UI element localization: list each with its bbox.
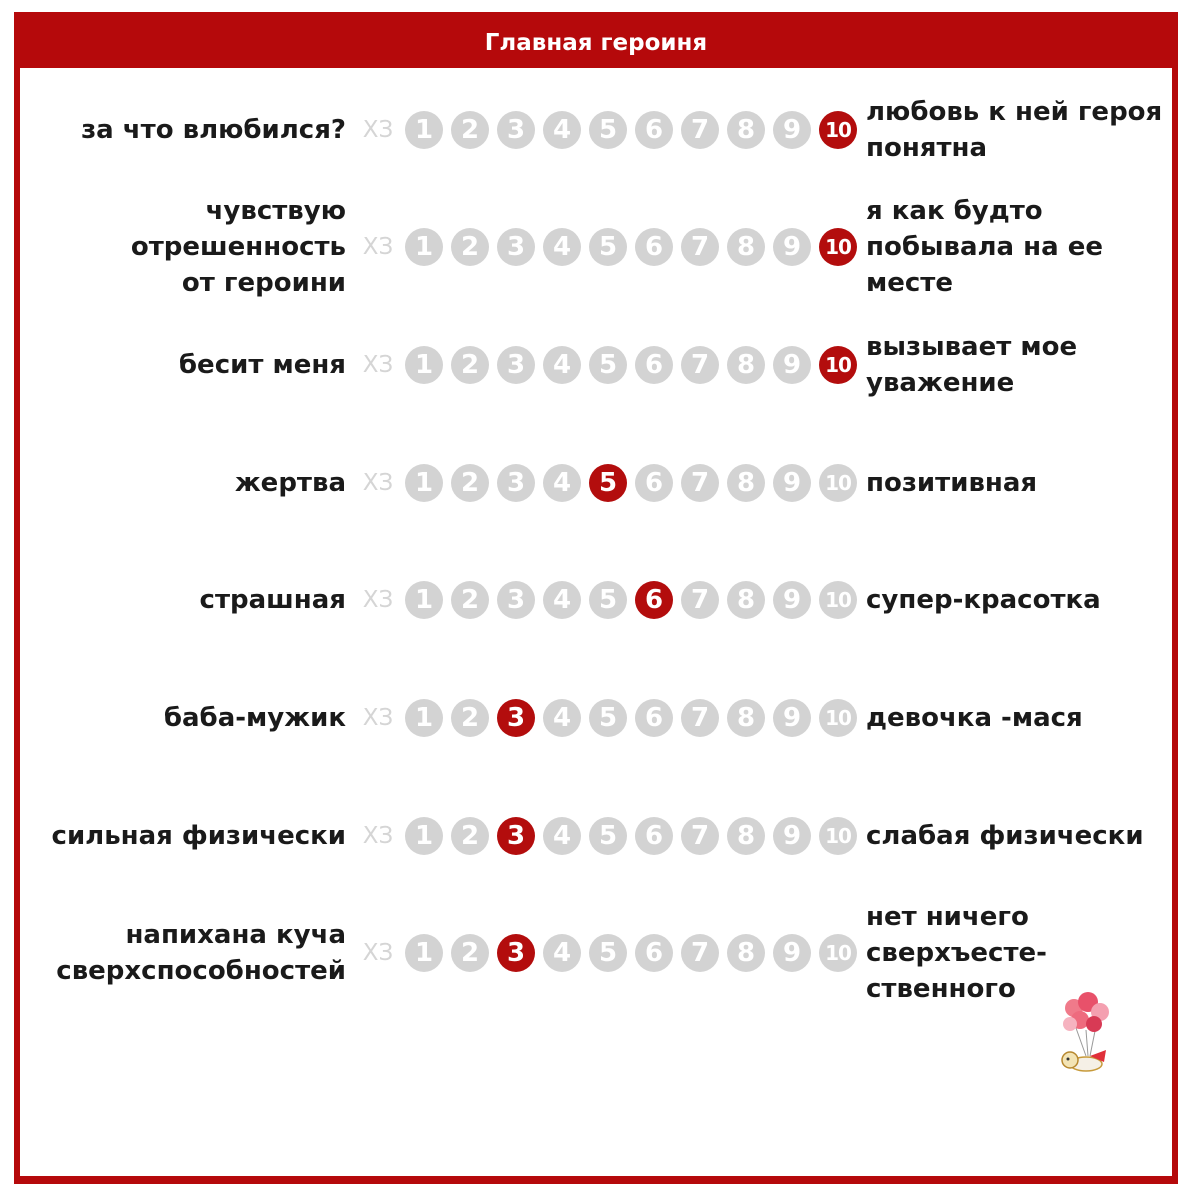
left-label: бесит меня [178,350,346,380]
rating-dot[interactable]: 2 [451,228,489,266]
rating-dot[interactable]: 8 [727,699,765,737]
rating-dot[interactable]: 3 [497,228,535,266]
rating-dot[interactable]: 2 [451,817,489,855]
rating-dot[interactable]: 9 [773,464,811,502]
right-label: я как будто побывала на ее месте [866,196,1103,298]
rating-dot[interactable]: 4 [543,346,581,384]
rating-dot[interactable]: 5 [589,228,627,266]
rating-dot[interactable]: 2 [451,699,489,737]
rating-dot[interactable]: 6 [635,934,673,972]
rating-dot[interactable]: 2 [451,111,489,149]
rating-dot-selected[interactable]: 3 [497,934,535,972]
rating-dot[interactable]: 6 [635,346,673,384]
card-title: Главная героиня [484,30,708,56]
rating-dot-selected[interactable]: 6 [635,581,673,619]
rating-dot[interactable]: 8 [727,346,765,384]
rating-dot[interactable]: 10 [819,464,857,502]
right-label: вызывает мое уважение [866,332,1078,398]
rating-dot[interactable]: 6 [635,111,673,149]
rating-dot[interactable]: 4 [543,581,581,619]
rating-dot[interactable]: 4 [543,934,581,972]
unknown-option[interactable]: ХЗ [362,352,394,378]
rating-dot[interactable]: 2 [451,581,489,619]
rating-dot[interactable]: 8 [727,581,765,619]
rating-dot[interactable]: 9 [773,228,811,266]
rating-dot[interactable]: 5 [589,581,627,619]
unknown-option[interactable]: ХЗ [362,823,394,849]
left-label: жертва [234,468,346,498]
rating-dot[interactable]: 7 [681,228,719,266]
rating-dot[interactable]: 5 [589,699,627,737]
right-label: нет ничего сверхъесте- ственного [866,902,1047,1004]
right-label: позитивная [866,468,1038,498]
rating-dot-selected[interactable]: 10 [819,228,857,266]
rating-dot[interactable]: 2 [451,464,489,502]
rating-dot[interactable]: 1 [405,699,443,737]
rating-dot[interactable]: 4 [543,699,581,737]
unknown-option[interactable]: ХЗ [362,234,394,260]
right-label: слабая физически [866,821,1144,851]
rating-dot[interactable]: 4 [543,228,581,266]
rating-dot[interactable]: 1 [405,346,443,384]
rating-dot-selected[interactable]: 3 [497,817,535,855]
rating-dot[interactable]: 5 [589,817,627,855]
right-label: супер-красотка [866,585,1101,615]
unknown-option[interactable]: ХЗ [362,940,394,966]
rating-dot[interactable]: 10 [819,699,857,737]
rating-dot[interactable]: 5 [589,934,627,972]
rating-dot[interactable]: 1 [405,817,443,855]
rating-dot[interactable]: 3 [497,581,535,619]
left-label: чувствую отрешенность от героини [130,196,346,298]
rating-dot[interactable]: 9 [773,581,811,619]
rating-dot[interactable]: 8 [727,228,765,266]
rating-dot[interactable]: 1 [405,581,443,619]
rating-dot[interactable]: 10 [819,581,857,619]
rating-dot[interactable]: 6 [635,464,673,502]
rating-dot[interactable]: 6 [635,228,673,266]
left-label: страшная [199,585,346,615]
rating-dot[interactable]: 1 [405,934,443,972]
rating-dot[interactable]: 5 [589,346,627,384]
right-label: девочка -мася [866,703,1083,733]
rating-dot[interactable]: 7 [681,464,719,502]
rating-dot[interactable]: 7 [681,346,719,384]
rating-dot[interactable]: 9 [773,346,811,384]
rating-dot[interactable]: 10 [819,817,857,855]
rating-dot[interactable]: 3 [497,346,535,384]
rating-dot-selected[interactable]: 3 [497,699,535,737]
rating-dot[interactable]: 8 [727,934,765,972]
left-label: за что влюбился? [81,115,346,145]
rating-dot[interactable]: 4 [543,111,581,149]
unknown-option[interactable]: ХЗ [362,705,394,731]
right-label: любовь к ней героя понятна [866,97,1163,163]
rating-dot[interactable]: 7 [681,817,719,855]
rating-dot[interactable]: 2 [451,346,489,384]
left-label: баба-мужик [163,703,346,733]
rating-dot[interactable]: 8 [727,817,765,855]
rating-dot[interactable]: 4 [543,464,581,502]
rating-dot[interactable]: 9 [773,111,811,149]
rating-dot[interactable]: 9 [773,817,811,855]
rating-dot[interactable]: 6 [635,699,673,737]
rating-dot[interactable]: 9 [773,699,811,737]
rating-dot-selected[interactable]: 5 [589,464,627,502]
rating-dot[interactable]: 8 [727,111,765,149]
rating-dot[interactable]: 3 [497,464,535,502]
unknown-option[interactable]: ХЗ [362,587,394,613]
rating-dot[interactable]: 3 [497,111,535,149]
rating-dot[interactable]: 8 [727,464,765,502]
rating-dot[interactable]: 1 [405,111,443,149]
rating-dot[interactable]: 9 [773,934,811,972]
left-label: напихана куча сверхспособностей [56,920,346,986]
rating-dot[interactable]: 2 [451,934,489,972]
rating-dot[interactable]: 1 [405,228,443,266]
balloons-mascot-icon [1050,990,1122,1082]
rating-dot[interactable]: 4 [543,817,581,855]
rating-dot[interactable]: 1 [405,464,443,502]
left-label: сильная физически [51,821,346,851]
rating-dot[interactable]: 7 [681,934,719,972]
rating-dot-selected[interactable]: 10 [819,111,857,149]
rating-dot[interactable]: 7 [681,699,719,737]
rating-dot[interactable]: 5 [589,111,627,149]
unknown-option[interactable]: ХЗ [362,117,394,143]
rating-dot[interactable]: 10 [819,934,857,972]
unknown-option[interactable]: ХЗ [362,470,394,496]
rating-dot[interactable]: 7 [681,111,719,149]
rating-dot-selected[interactable]: 10 [819,346,857,384]
rating-dot[interactable]: 7 [681,581,719,619]
rating-dot[interactable]: 6 [635,817,673,855]
